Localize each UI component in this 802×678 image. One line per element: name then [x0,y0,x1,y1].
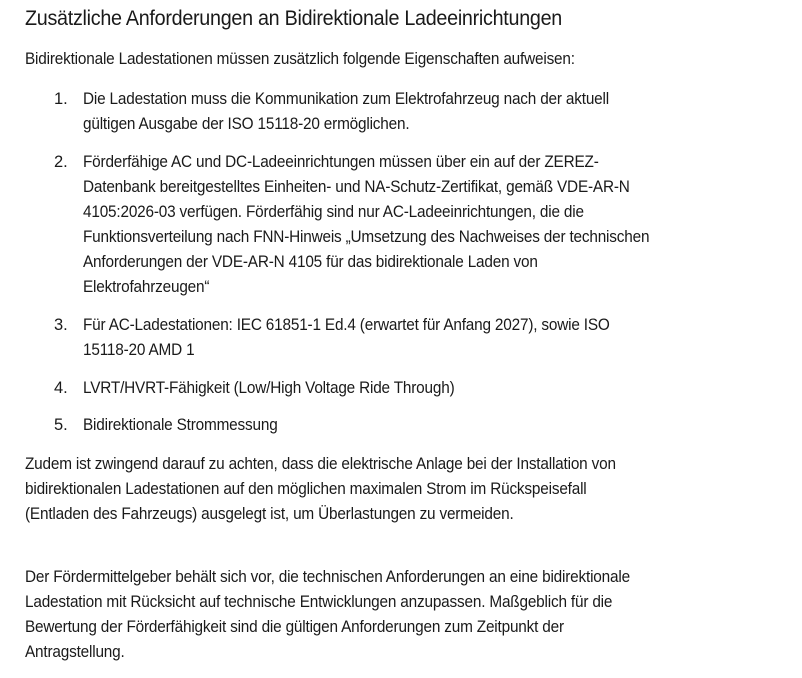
list-item-line: gültigen Ausgabe der ISO 15118-20 ermöglichen. [83,115,410,133]
list-item-line: Elektrofahrzeugen“ [83,278,210,296]
paragraph-line: Der Fördermittelgeber behält sich vor, die technischen Anforderungen an eine bidirektionale [25,568,630,586]
list-item-line: Die Ladestation muss die Kommunikation zum Elektrofahrzeug nach der aktuell [83,90,609,108]
page-title: Zusätzliche Anforderungen an Bidirektionale Ladeeinrichtungen [25,7,563,30]
paragraph-line: Bewertung der Förderfähigkeit sind die gültigen Anforderungen zum Zeitpunkt der [25,618,564,636]
list-number: 4. [54,379,68,397]
list-item-line: Für AC-Ladestationen: IEC 61851-1 Ed.4 (erwartet für Anfang 2027), sowie ISO [83,316,610,334]
list-item-line: Förderfähige AC und DC-Ladeeinrichtungen müssen über ein auf der ZEREZ- [83,153,599,171]
list-item-line: LVRT/HVRT-Fähigkeit (Low/High Voltage Ride Through) [83,379,455,397]
paragraph-line: Zudem ist zwingend darauf zu achten, dass die elektrische Anlage bei der Installation von [25,455,616,473]
list-item-line: Bidirektionale Strommessung [83,416,278,434]
paragraph-line: (Entladen des Fahrzeugs) ausgelegt ist, um Überlastungen zu vermeiden. [25,505,514,523]
list-number: 3. [54,316,68,334]
list-item-line: 4105:2026-03 verfügen. Förderfähig sind nur AC-Ladeeinrichtungen, die die [83,203,584,221]
intro-text: Bidirektionale Ladestationen müssen zusätzlich folgende Eigenschaften aufweisen: [25,50,575,68]
list-number: 5. [54,416,68,434]
paragraph-line: Ladestation mit Rücksicht auf technische Entwicklungen anzupassen. Maßgeblich für die [25,593,613,611]
list-number: 2. [54,153,68,171]
list-item-line: 15118-20 AMD 1 [83,341,195,359]
paragraph-line: bidirektionalen Ladestationen auf den möglichen maximalen Strom im Rückspeisefall [25,480,587,498]
paragraph-line: Antragstellung. [25,643,125,661]
list-item-line: Datenbank bereitgestelltes Einheiten- und NA-Schutz-Zertifikat, gemäß VDE-AR-N [83,178,630,196]
list-number: 1. [54,90,68,108]
list-item-line: Anforderungen der VDE-AR-N 4105 für das bidirektionale Laden von [83,253,538,271]
list-item-line: Funktionsverteilung nach FNN-Hinweis „Umsetzung des Nachweises der technischen [83,228,650,246]
